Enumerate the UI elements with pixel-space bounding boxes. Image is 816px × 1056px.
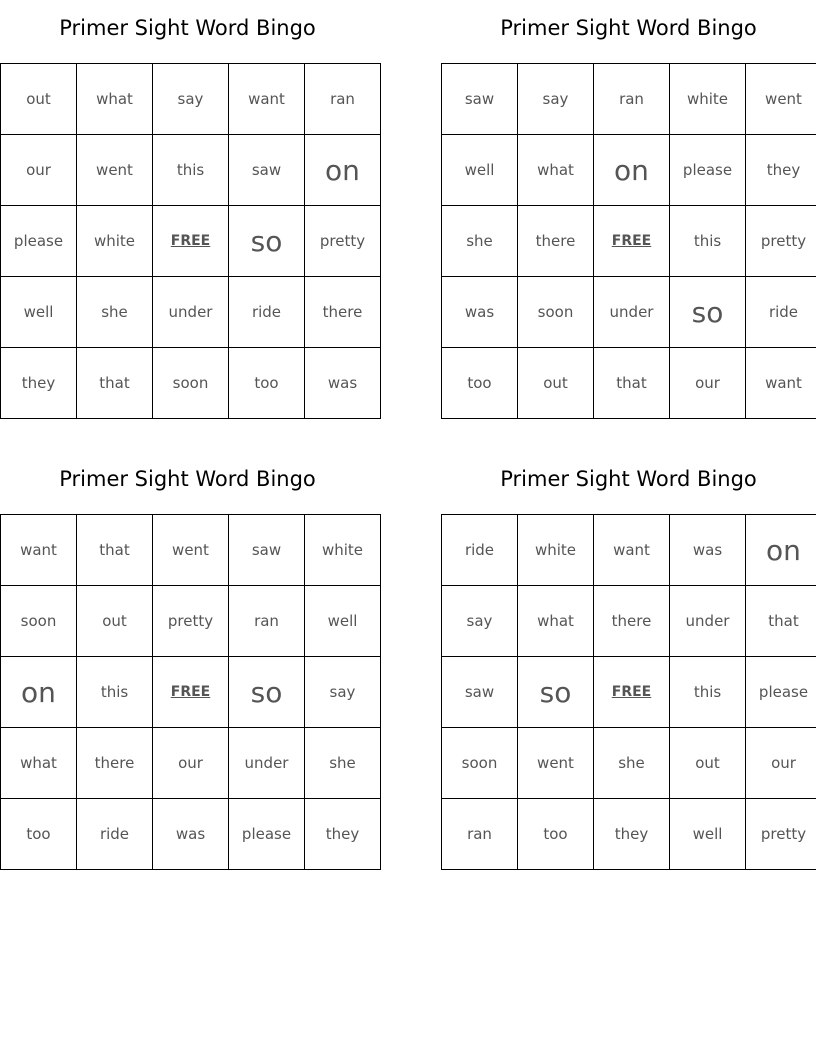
grid-cell: they bbox=[1, 348, 77, 419]
grid-cell: there bbox=[518, 206, 594, 277]
grid-cell: pretty bbox=[305, 206, 381, 277]
grid-cell: want bbox=[746, 348, 816, 419]
grid-cell: what bbox=[1, 728, 77, 799]
grid-cell: ride bbox=[746, 277, 816, 348]
grid-cell: want bbox=[594, 515, 670, 586]
grid-row bbox=[442, 135, 816, 206]
grid-cell: out bbox=[77, 586, 153, 657]
grid-cell: this bbox=[670, 206, 746, 277]
grid-cell: our bbox=[1, 135, 77, 206]
grid-cell: well bbox=[442, 135, 518, 206]
grid-cell: ran bbox=[305, 64, 381, 135]
grid-row bbox=[1, 657, 381, 728]
grid-row bbox=[1, 728, 381, 799]
grid-cell: saw bbox=[442, 657, 518, 728]
grid-row bbox=[442, 348, 816, 419]
grid-cell: out bbox=[518, 348, 594, 419]
free-space: FREE bbox=[594, 206, 670, 277]
grid-cell: out bbox=[1, 64, 77, 135]
grid-row bbox=[1, 515, 381, 586]
grid-cell: soon bbox=[442, 728, 518, 799]
grid-cell: there bbox=[594, 586, 670, 657]
grid-cell: so bbox=[229, 657, 305, 728]
grid-cell: this bbox=[153, 135, 229, 206]
grid-cell: saw bbox=[229, 515, 305, 586]
grid-cell: they bbox=[746, 135, 816, 206]
grid-cell: our bbox=[670, 348, 746, 419]
grid-cell: what bbox=[518, 135, 594, 206]
grid-cell: our bbox=[153, 728, 229, 799]
grid-cell: under bbox=[229, 728, 305, 799]
grid-cell: say bbox=[518, 64, 594, 135]
grid-row bbox=[442, 586, 816, 657]
grid-cell: went bbox=[518, 728, 594, 799]
grid-row bbox=[442, 657, 816, 728]
grid-cell: went bbox=[746, 64, 816, 135]
card-title: Primer Sight Word Bingo bbox=[500, 16, 757, 40]
grid-cell: they bbox=[305, 799, 381, 870]
grid-cell: soon bbox=[1, 586, 77, 657]
grid-cell: ran bbox=[229, 586, 305, 657]
grid-cell: our bbox=[746, 728, 816, 799]
grid-cell: too bbox=[229, 348, 305, 419]
grid-cell: pretty bbox=[746, 799, 816, 870]
grid-cell: please bbox=[229, 799, 305, 870]
grid-cell: was bbox=[153, 799, 229, 870]
grid-cell: out bbox=[670, 728, 746, 799]
grid-row bbox=[442, 64, 816, 135]
grid-cell: she bbox=[305, 728, 381, 799]
bingo-grid bbox=[0, 63, 381, 419]
grid-cell: ran bbox=[594, 64, 670, 135]
grid-cell: ride bbox=[229, 277, 305, 348]
grid-cell: want bbox=[229, 64, 305, 135]
bingo-grid bbox=[0, 514, 381, 870]
grid-row bbox=[442, 206, 816, 277]
grid-cell: went bbox=[77, 135, 153, 206]
grid-cell: well bbox=[670, 799, 746, 870]
grid-cell: white bbox=[305, 515, 381, 586]
grid-cell: well bbox=[305, 586, 381, 657]
grid-cell: on bbox=[1, 657, 77, 728]
grid-cell: please bbox=[1, 206, 77, 277]
grid-cell: too bbox=[1, 799, 77, 870]
grid-cell: under bbox=[153, 277, 229, 348]
grid-cell: ride bbox=[77, 799, 153, 870]
grid-cell: this bbox=[670, 657, 746, 728]
grid-row bbox=[1, 277, 381, 348]
grid-cell: ride bbox=[442, 515, 518, 586]
card-title: Primer Sight Word Bingo bbox=[500, 467, 757, 491]
grid-cell: that bbox=[77, 348, 153, 419]
grid-cell: white bbox=[77, 206, 153, 277]
grid-cell: there bbox=[305, 277, 381, 348]
grid-cell: want bbox=[1, 515, 77, 586]
grid-row bbox=[1, 206, 381, 277]
grid-cell: white bbox=[518, 515, 594, 586]
free-space: FREE bbox=[594, 657, 670, 728]
grid-cell: under bbox=[670, 586, 746, 657]
grid-cell: what bbox=[518, 586, 594, 657]
grid-cell: they bbox=[594, 799, 670, 870]
grid-cell: ran bbox=[442, 799, 518, 870]
grid-cell: saw bbox=[442, 64, 518, 135]
card-title: Primer Sight Word Bingo bbox=[59, 467, 316, 491]
grid-cell: well bbox=[1, 277, 77, 348]
bingo-grid bbox=[441, 514, 816, 870]
grid-cell: on bbox=[594, 135, 670, 206]
card-title: Primer Sight Word Bingo bbox=[59, 16, 316, 40]
grid-row bbox=[442, 515, 816, 586]
grid-cell: so bbox=[518, 657, 594, 728]
grid-cell: on bbox=[305, 135, 381, 206]
grid-cell: she bbox=[77, 277, 153, 348]
grid-row bbox=[1, 64, 381, 135]
grid-row bbox=[1, 348, 381, 419]
grid-cell: she bbox=[442, 206, 518, 277]
grid-cell: say bbox=[305, 657, 381, 728]
grid-cell: soon bbox=[153, 348, 229, 419]
grid-cell: was bbox=[670, 515, 746, 586]
grid-row bbox=[1, 586, 381, 657]
grid-cell: white bbox=[670, 64, 746, 135]
grid-cell: soon bbox=[518, 277, 594, 348]
grid-cell: was bbox=[305, 348, 381, 419]
grid-row bbox=[442, 277, 816, 348]
grid-cell: so bbox=[229, 206, 305, 277]
grid-cell: that bbox=[594, 348, 670, 419]
grid-cell: there bbox=[77, 728, 153, 799]
grid-cell: pretty bbox=[153, 586, 229, 657]
grid-row bbox=[1, 799, 381, 870]
grid-cell: so bbox=[670, 277, 746, 348]
grid-cell: too bbox=[518, 799, 594, 870]
grid-cell: please bbox=[746, 657, 816, 728]
grid-cell: was bbox=[442, 277, 518, 348]
grid-cell: this bbox=[77, 657, 153, 728]
grid-row bbox=[442, 799, 816, 870]
grid-cell: on bbox=[746, 515, 816, 586]
bingo-grid bbox=[441, 63, 816, 419]
grid-cell: saw bbox=[229, 135, 305, 206]
grid-cell: what bbox=[77, 64, 153, 135]
grid-cell: pretty bbox=[746, 206, 816, 277]
grid-cell: say bbox=[442, 586, 518, 657]
grid-cell: too bbox=[442, 348, 518, 419]
grid-cell: please bbox=[670, 135, 746, 206]
grid-cell: that bbox=[746, 586, 816, 657]
grid-cell: say bbox=[153, 64, 229, 135]
free-space: FREE bbox=[153, 206, 229, 277]
grid-cell: under bbox=[594, 277, 670, 348]
grid-row bbox=[442, 728, 816, 799]
grid-cell: went bbox=[153, 515, 229, 586]
free-space: FREE bbox=[153, 657, 229, 728]
grid-row bbox=[1, 135, 381, 206]
grid-cell: she bbox=[594, 728, 670, 799]
grid-cell: that bbox=[77, 515, 153, 586]
